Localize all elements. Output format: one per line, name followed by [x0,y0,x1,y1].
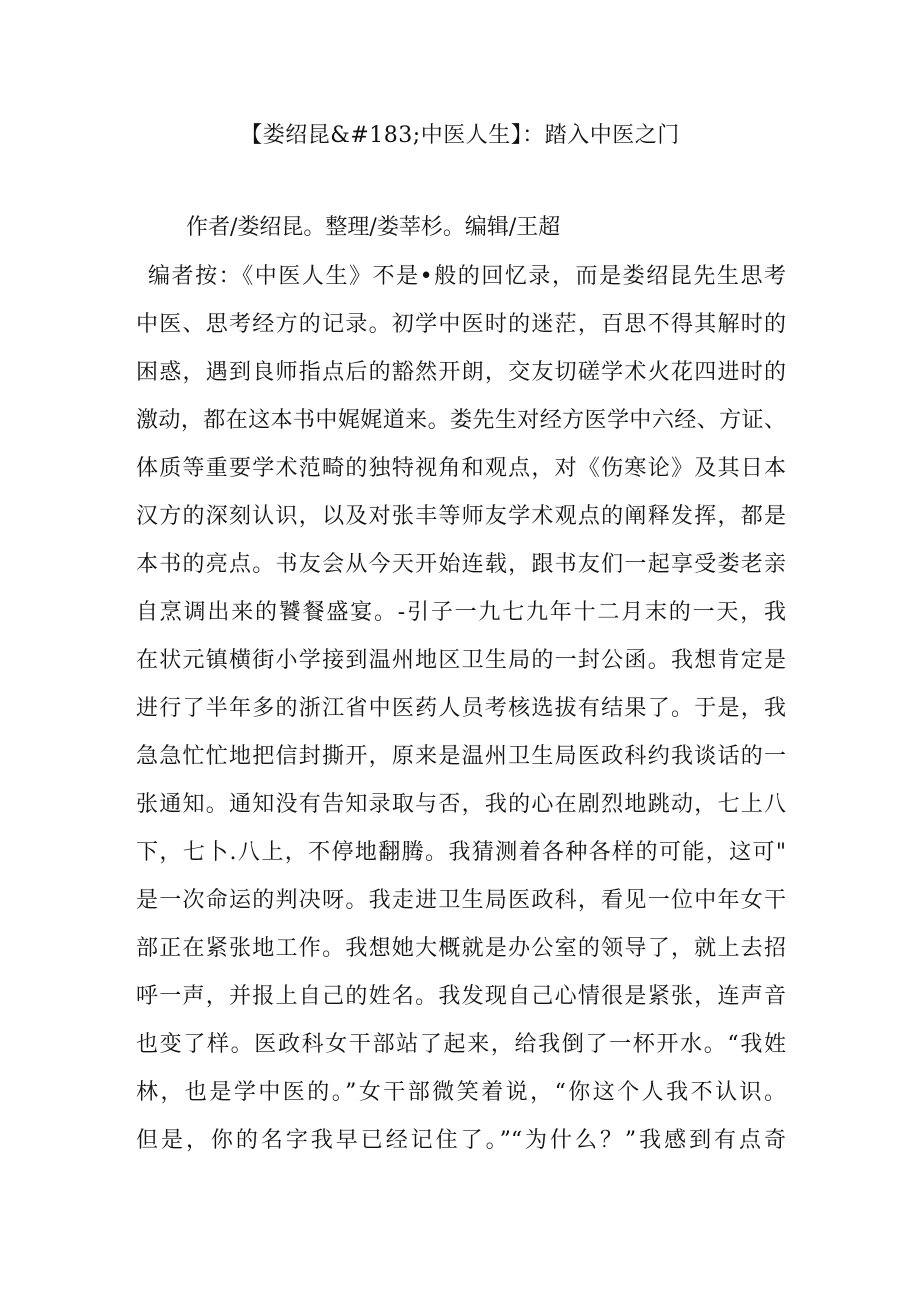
body-line: 进行了半年多的浙江省中医药人员考核选拔有结果了。于是，我 [136,696,786,721]
body-line: 下，七卜.八上，不停地翻腾。我猜测着各种各样的可能，这可" [136,840,786,865]
body-line: 激动，都在这本书中娓娓道来。娄先生对经方医学中六经、方证、 [136,408,786,433]
body-line: 本书的亮点。书友会从今天开始连载，跟书友们一起享受娄老亲 [136,552,786,577]
body-line: 急急忙忙地把信封撕开，原来是温州卫生局医政科约我谈话的一 [136,744,786,769]
body-line: 部正在紧张地工作。我想她大概就是办公室的领导了，就上去招 [136,936,786,961]
document-body [136,259,786,1171]
body-line: 呼一声，并报上自己的姓名。我发现自己心情很是紧张，连声音 [136,984,786,1009]
body-line: 也变了样。医政科女干部站了起来，给我倒了一杯开水。“我姓 [136,1032,786,1057]
document-title: 【娄绍昆&#183;中医人生】：踏入中医之门 [240,123,680,148]
body-line: 困惑，遇到良师指点后的豁然开朗，交友切磋学术火花四进时的 [136,360,786,385]
body-line: 林，也是学中医的。”女干部微笑着说，“你这个人我不认识。 [136,1080,786,1105]
body-line: 汉方的深刻认识，以及对张丰等师友学术观点的阐释发挥，都是 [136,504,786,529]
body-line: 体质等重要学术范畸的独特视角和观点，对《伤寒论》及其日本 [136,456,786,481]
body-line: 是一次命运的判决呀。我走进卫生局医政科，看见一位中年女干 [136,888,786,913]
body-line: 张通知。通知没有告知录取与否，我的心在剧烈地跳动，七上八 [136,792,786,817]
body-line: 自烹调出来的饕餐盛宴。-引子一九七九年十二月末的一天，我 [136,600,786,625]
document-byline: 作者/娄绍昆。整理/娄莘杉。编辑/王超 [186,215,561,240]
body-line: 在状元镇横街小学接到温州地区卫生局的一封公函。我想肯定是 [136,648,786,673]
body-line: 但是，你的名字我早已经记住了。”“为什么？”我感到有点奇 [136,1128,786,1153]
body-line: 编者按：《中医人生》不是•般的回忆录，而是娄绍昆先生思考 [148,264,786,289]
body-line: 中医、思考经方的记录。初学中医时的迷茫，百思不得其解时的 [136,312,786,337]
